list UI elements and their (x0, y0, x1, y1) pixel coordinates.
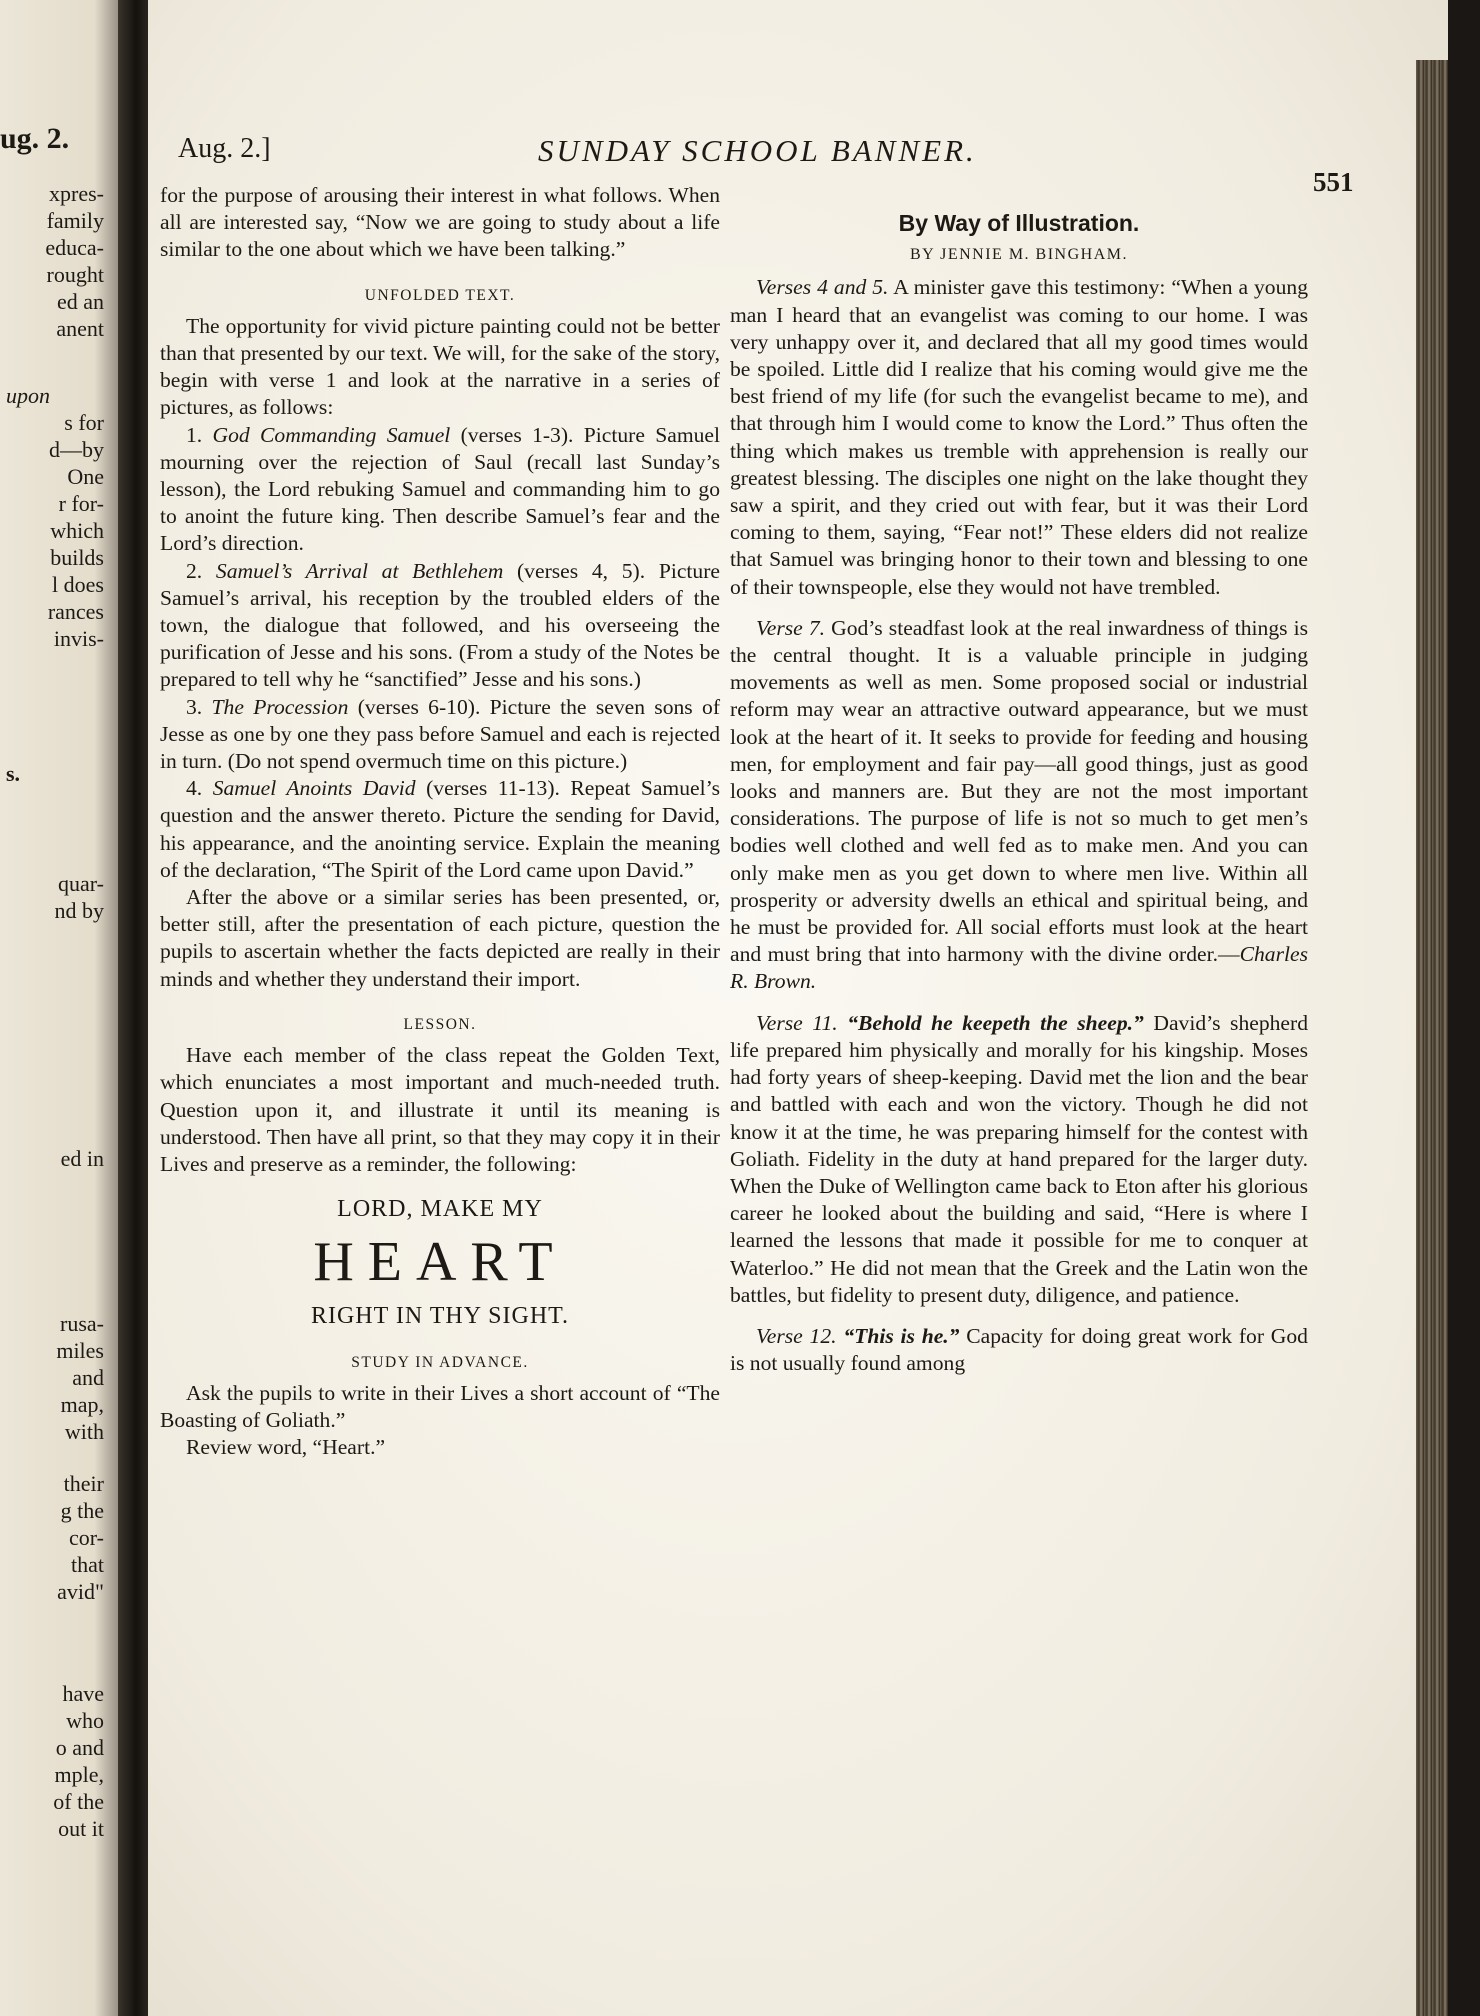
item-title: God Commanding Samuel (212, 422, 451, 447)
review-word: Review word, “Heart.” (186, 1435, 386, 1460)
motto-line-1: LORD, MAKE MY (337, 1196, 543, 1223)
picture-item-2 (160, 558, 720, 694)
left-page-line-fragment: rances (47, 599, 104, 624)
running-head (178, 125, 1354, 197)
left-page-line-fragment: out it (58, 1816, 104, 1841)
left-page-line-fragment: family (46, 208, 104, 233)
lesson-paragraph: Have each member of the class repeat the Golden Text, which enunciates a most important and much-needed truth. Question upon it, and illustrate it until its meaning is understood. Then have all print, so that they may copy it in their Lives and preserve as a reminder, the following: (160, 1043, 720, 1176)
verse-12-paragraph (730, 1323, 1308, 1377)
picture-item-1 (160, 422, 720, 558)
item-number: 4. (186, 776, 213, 801)
verse-text: David’s shepherd life prepared him physically and morally for his kingship. Moses had forty years of sheep-keeping. David met the lion and the bear and battled with each and won the victory. Though he did not know it at the time, he was preparing himself for the contest with Goliath. Fidelity in the duty at hand prepared for the larger duty. When the Duke of Wellington came back to Eton after his glorious career he looked about the building and said, “Here is where I learned the lessons that made it possible for me to conquer at Waterloo.” He did not mean that the Greek and the Latin won the battles, but fidelity to present duty, diligence, and patience. (730, 1010, 1309, 1307)
item-title: Samuel Anoints David (212, 776, 416, 801)
picture-item-4 (160, 775, 720, 884)
left-page-line-fragment: ed in (60, 1146, 104, 1171)
item-text: (verses 11-13). Repeat Samuel’s question and the answer thereto. Picture the sending for David, his appearance, and the anointing service. Explain the meaning of the declaration, “The Spirit of the Lord came upon David.” (160, 776, 721, 882)
item-title: Samuel’s Arrival at Bethlehem (215, 558, 504, 583)
left-page-line-fragment: r for- (58, 491, 104, 516)
left-page-line-fragment: cor- (69, 1525, 104, 1550)
left-page-line-fragment: d—by (49, 437, 104, 462)
left-page-line-fragment: have (62, 1681, 104, 1706)
running-head-title: SUNDAY SCHOOL BANNER. (538, 133, 977, 168)
left-page-line-fragment: with (64, 1419, 104, 1444)
left-page-line-fragment: mple, (54, 1762, 104, 1787)
page-edges (1416, 60, 1448, 2016)
verse-label: Verses 4 and 5. (756, 275, 889, 300)
motto-heart: HEART (313, 1231, 567, 1294)
article-title: By Way of Illustration. (898, 210, 1140, 236)
left-page-line-fragment: educa- (45, 235, 104, 260)
left-page-line-fragment: invis- (53, 626, 104, 651)
after-paragraph: After the above or a similar series has been presented, or, better still, after the presentation of each picture, question the pupils to ascertain whether the facts depicted are really in their minds and whether they understand their import. (160, 885, 720, 991)
left-page-line-fragment: One (67, 464, 104, 489)
item-text: (verses 4, 5). Picture Samuel’s arrival, his reception by the troubled elders of the town, the dialogue that followed, and his overseeing the purification of Jesse and his sons. (From a study of the Notes be prepared to tell why he “sanctified” Jesse and his sons.) (160, 558, 720, 692)
left-page-line-fragment: avid" (57, 1579, 104, 1604)
running-head-date: Aug. 2.] (178, 133, 271, 164)
item-text: (verses 6-10). Picture the seven sons of Jesse as one by one they pass before Samuel and each is rejected in turn. (Do not spend overmuch time on this picture.) (160, 694, 721, 774)
item-number: 3. (186, 694, 212, 719)
left-page-line-fragment: l does (52, 572, 104, 597)
left-page-line-fragment: rought (46, 262, 104, 287)
right-column (730, 210, 1308, 1377)
left-page-line-fragment: s. (6, 761, 21, 786)
left-page-line-fragment: miles (56, 1338, 104, 1363)
left-page-line-fragment: and (72, 1365, 104, 1390)
left-page-line-fragment: upon (6, 383, 50, 408)
verse-quote: “Behold he keepeth the sheep.” (837, 1010, 1144, 1035)
left-page-line-fragment: nd by (54, 898, 104, 923)
right-page (148, 0, 1448, 2016)
section-heading-unfolded-text: UNFOLDED TEXT. (364, 286, 516, 304)
left-page-line-fragment: s for (64, 410, 104, 435)
unfolded-paragraph: The opportunity for vivid picture painting could not be better than that presented by our text. We will, for the sake of the story, begin with verse 1 and look at the narrative in a series of pictures, as follows: (160, 313, 720, 420)
verse-label: Verse 11. (756, 1010, 838, 1035)
left-page-line-fragment: ed an (56, 289, 104, 314)
left-page-line-fragment: which (50, 518, 104, 543)
item-title: The Procession (211, 694, 349, 719)
left-page-line-fragment: map, (60, 1392, 104, 1417)
left-column (160, 182, 720, 1461)
item-number: 2. (186, 558, 216, 583)
verses-4-5-paragraph (730, 274, 1308, 600)
motto-line-3: RIGHT IN THY SIGHT. (310, 1303, 570, 1330)
book-gutter (118, 0, 148, 2016)
verse-text: God’s steadfast look at the real inwardness of things is the central thought. It is a valuable principle in judging movements as well as men. Some proposed social or industrial reform may wear an attractive outward appearance, but we must look at the heart of it. It seeks to provide for feeding and housing men, for employment and fair pay—all good things, just as good looks and manners are. But they are not the most important considerations. The purpose of life is not so much to get men’s bodies well clothed and well fed as to make men. And you can only make men as you get down to where men live. Within all prosperity or adversity dwells an ethical and spiritual being, and he must be provided for. All social efforts must look at the heart and must bring that into harmony with the divine order.— (730, 615, 1308, 967)
verse-label: Verse 7. (756, 615, 826, 640)
motto-block (160, 1196, 720, 1330)
left-page-line-fragment: builds (50, 545, 104, 570)
left-page-sliver (0, 0, 118, 2016)
section-heading-lesson: LESSON. (403, 1015, 477, 1033)
left-page-line-fragment: of the (53, 1789, 104, 1814)
verse-11-paragraph (730, 1010, 1308, 1309)
item-text: (verses 1-3). Picture Samuel mourning over the rejection of Saul (recall last Sunday’s lesson), the Lord rebuking Samuel and commanding him to go to anoint the future king. Then describe Samuel’s fear and the Lord’s direction. (160, 422, 720, 556)
verse-label: Verse 12. (756, 1323, 837, 1348)
signature: Charles R. Brown. (730, 942, 1308, 994)
left-page-line-fragment: quar- (58, 871, 104, 896)
left-page-line-fragment: their (63, 1471, 104, 1496)
study-paragraph: Ask the pupils to write in their Lives a short account of “The Boasting of Goliath.” (160, 1380, 720, 1432)
left-page-line-fragment: rusa- (60, 1311, 104, 1336)
item-number: 1. (186, 422, 213, 447)
article-byline: BY JENNIE M. BINGHAM. (909, 246, 1128, 264)
left-page-line-fragment: who (66, 1708, 104, 1733)
intro-paragraph: for the purpose of arousing their interest in what follows. When all are interested say, “Now we are going to study about a life similar to the one about which we have been talking.” (160, 183, 720, 262)
page-number: 551 (1313, 167, 1354, 197)
verse-quote: “This is he.” (836, 1323, 960, 1348)
left-page-line-fragment: that (71, 1552, 104, 1577)
left-page-running-head: ug. 2. (0, 122, 70, 155)
left-page-line-fragment: anent (56, 316, 104, 341)
section-heading-study-in-advance: STUDY IN ADVANCE. (351, 1353, 529, 1371)
verse-text: A minister gave this testimony: “When a young man I heard that an evangelist was coming to our home. I was very unhappy over it, and declared that all my good times would be spoiled. Little did I realize that his coming would give me the best friend of my life (for such the evangelist became to me), and that through him I would come to know the Lord.” Thus often the thing which makes us tremble with apprehension is really our greatest blessing. The disciples one night on the lake thought they saw a spirit, and they cried out with fear, but it was their Lord coming to them, saying, “Fear not!” These elders did not realize that Samuel was bringing honor to their town and blessing to one of their townspeople, else they would not have trembled. (730, 275, 1308, 599)
picture-item-3 (160, 694, 720, 776)
left-page-line-fragment: g the (60, 1498, 104, 1523)
verse-text: Capacity for doing great work for God is not usually found among (730, 1323, 1308, 1376)
left-page-line-fragment: o and (55, 1735, 104, 1760)
verse-7-paragraph (730, 615, 1308, 996)
left-page-line-fragment: xpres- (49, 181, 104, 206)
